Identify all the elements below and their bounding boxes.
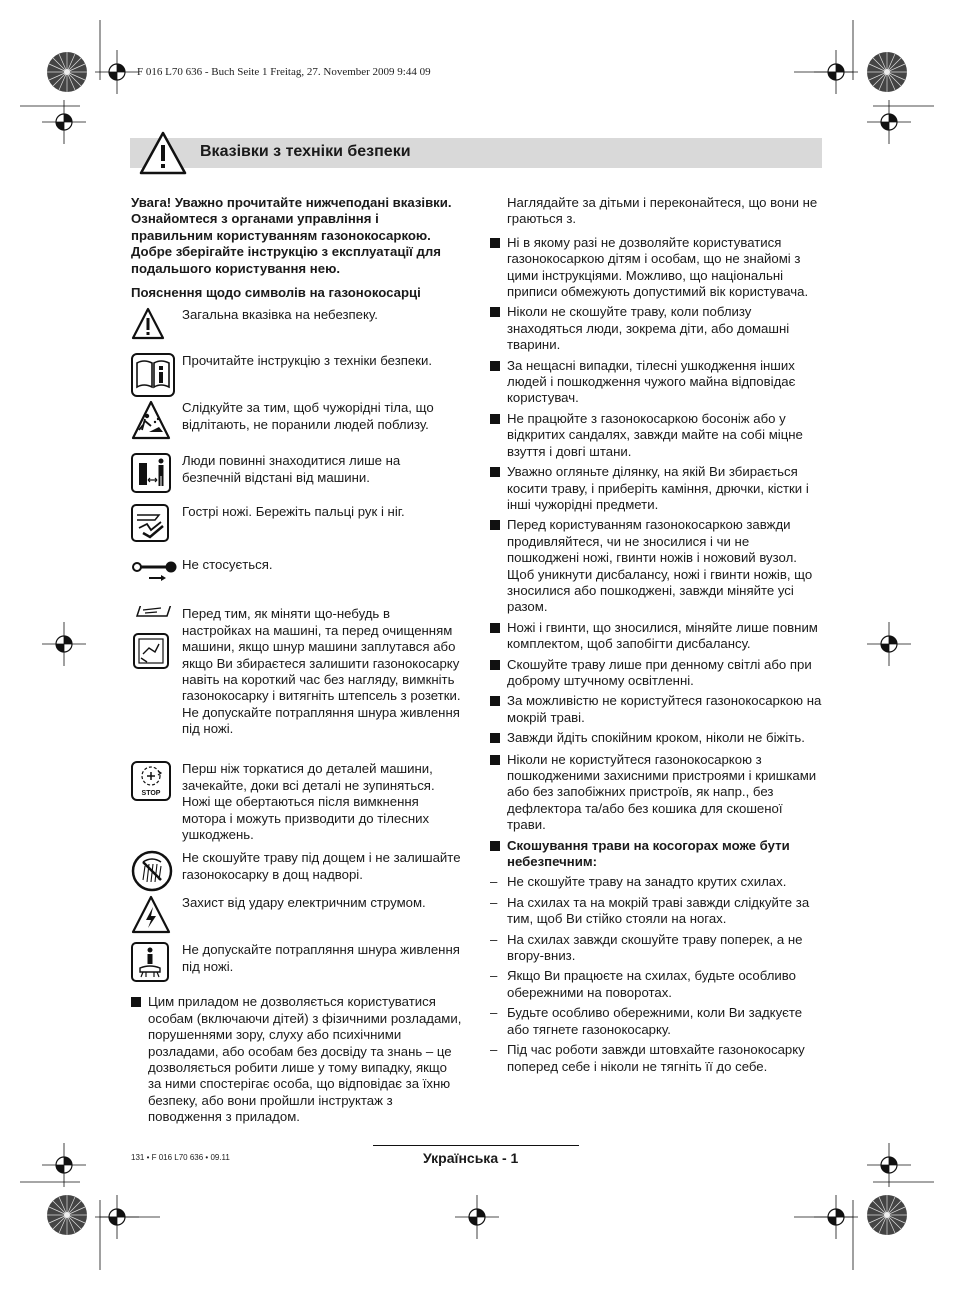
symbol-row [131, 895, 462, 942]
symbol-text: Загальна вказівка на небезпеку. [182, 307, 378, 323]
square-bullet-icon [490, 520, 500, 530]
bullet-item [490, 752, 822, 834]
dash-text: Якщо Ви працюєте на схилах, будьте особливо обережними на поворотах. [507, 968, 796, 1000]
symbol-row [131, 606, 462, 761]
no-rain-icon [131, 850, 173, 892]
square-bullet-icon [490, 361, 500, 371]
bullet-text: Ніколи не скошуйте траву, коли поблизу знаходяться люди, зокрема діти, або домашні тварини. [507, 304, 790, 353]
bullet-item [490, 411, 822, 460]
sharp-blades-icon [131, 504, 169, 542]
thrown-objects-icon [131, 400, 171, 442]
square-bullet-icon [490, 238, 500, 248]
slope-heading: Скошування трави на косогорах може бути небезпечним: [507, 837, 790, 870]
symbol-text: Не скошуйте траву під дощем і не залишайте газонокосарку в дощ надворі. [182, 850, 461, 882]
continuation-text: Наглядайте за дітьми і переконайтеся, що вони не граються з. [507, 195, 818, 227]
section-title: Вказівки з техніки безпеки [200, 143, 411, 160]
dash-item: – На схилах завжди скошуйте траву поперек, а не вгору-вниз. [490, 932, 822, 965]
bullet-text: Не працюйте з газонокосаркою босоніж або у відкритих сандалях, завжди майте на собі міцне взуття і довгі штани. [507, 410, 803, 459]
dash-text: На схилах та на мокрій траві завжди слідкуйте за тим, щоб Ви стійко стояли на ногах. [507, 894, 810, 927]
bullet-item [490, 517, 822, 615]
dash-text: Не скошуйте траву на занадто крутих схилах. [507, 874, 787, 890]
dash-item: – Якщо Ви працюєте на схилах, будьте особливо обережними на поворотах. [490, 968, 822, 1001]
stop-rotation-icon [131, 761, 171, 801]
electric-shock-icon [131, 895, 171, 935]
symbols-heading: Пояснення щодо символів на газонокосарці [131, 285, 421, 301]
square-bullet-icon [490, 733, 500, 743]
symbol-row [131, 353, 462, 400]
dash-text: Будьте особливо обережними, коли Ви задкуєте або тягнете газонокосарку. [507, 1005, 803, 1037]
symbol-text: Прочитайте інструкцію з техніки безпеки. [182, 353, 433, 369]
bullet-item [490, 620, 822, 653]
bullet-text: За нещасні випадки, тілесні ушкодження інших людей і пошкодження чужого майна відповідає користувач. [507, 357, 796, 406]
square-bullet-icon [490, 414, 500, 424]
bullet-text: Уважно огляньте ділянку, на якій Ви збирається косити траву, і приберіть каміння, дрючки, кістки і інші чужорідні предмети. [507, 464, 809, 512]
square-bullet-icon [490, 307, 500, 317]
symbol-row [131, 504, 462, 557]
bullet-text: Перед користуванням газонокосаркою завжди продивляйтеся, чи не зносилися і чи не пошкоджені ножі, гвинти ножів і ножовий вузол. Щоб уникнути дисбалансу, ножі і гвинти ножів, що зносилися або пошкоджені, завжди міняйте усі разом. [507, 517, 813, 615]
square-bullet-icon [131, 997, 141, 1007]
square-bullet-icon [490, 467, 500, 477]
symbol-row [131, 557, 462, 606]
symbol-text: Гострі ножі. Бережіть пальці рук і ніг. [182, 504, 405, 520]
footer-code: 131 • F 016 L70 636 • 09.11 [131, 1153, 230, 1162]
bullet-text: Ножі і гвинти, що зносилися, міняйте лише повним комплектом, щоб запобігти дисбалансу. [507, 619, 818, 652]
warning-triangle-icon [131, 307, 165, 341]
print-header-meta: F 016 L70 636 - Buch Seite 1 Freitag, 27. November 2009 9:44 09 [137, 66, 431, 78]
symbol-row [131, 453, 462, 504]
bullet-item [490, 304, 822, 353]
symbol-row [131, 400, 462, 453]
symbol-text: Перед тим, як міняти що-небудь в настройках на машині, та перед очищенням машини, якщо шнур машини заплутався або якщо Ви збираєтеся залишити газонокосарку навіть на короткий час без нагляду, вимкніть газонокосарку і витягніть штепсель з розетки. Не допускайте потрапляння шнура живлення під ножі. [182, 606, 461, 737]
unplug-icon [131, 606, 175, 670]
right-column [490, 195, 822, 1079]
square-bullet-icon [490, 660, 500, 670]
symbol-row [131, 307, 462, 353]
square-bullet-icon [490, 696, 500, 706]
bullet-item [490, 464, 822, 513]
symbol-row [131, 761, 462, 850]
square-bullet-icon [490, 841, 500, 851]
square-bullet-icon [490, 623, 500, 633]
symbol-text: Слідкуйте за тим, щоб чужорідні тіла, що відлітають, не поранили людей поблизу. [182, 400, 434, 432]
bullet-text: Скошуйте траву лише при денному світлі або при доброму штучному освітленні. [507, 656, 812, 688]
dash-item: – На схилах та на мокрій траві завжди слідкуйте за тим, щоб Ви стійко стояли на ногах. [490, 895, 822, 928]
bullet-text: Ні в якому разі не дозволяйте користуватися газонокосаркою дітям і особам, що не знайомі з цими інструкціями. Можливо, що національні приписи обмежують допустимий вік користувача. [507, 234, 809, 300]
left-column [131, 195, 462, 1130]
footer-rule [373, 1145, 579, 1146]
key-icon [131, 557, 179, 597]
symbol-text: Перш ніж торкатися до деталей машини, зачекайте, доки всі деталі не зупиняться. Ножі ще обертаються після вимкнення мотора і можуть призводити до тілесних ушкоджень. [182, 761, 435, 843]
dash-text: На схилах завжди скошуйте траву поперек, а не вгору-вниз. [507, 931, 803, 964]
bullet-item [131, 994, 462, 1125]
symbol-row [131, 942, 462, 994]
symbol-text: Захист від удару електричним струмом. [182, 895, 426, 911]
bullet-item [490, 657, 822, 690]
bullet-item [490, 730, 822, 747]
dash-item: – Не скошуйте траву на занадто крутих схилах. [490, 874, 822, 890]
bullet-text: Завжди йдіть спокійним кроком, ніколи не біжіть. [507, 730, 805, 746]
bullet-item [490, 358, 822, 407]
symbol-text: Люди повинні знаходитися лише на безпечній відстані від машини. [182, 453, 401, 485]
warning-triangle-icon [139, 131, 187, 175]
bullet-item [490, 693, 822, 726]
safe-distance-icon [131, 453, 171, 493]
bullet-text: Ніколи не користуйтеся газонокосаркою з пошкодженими захисними пристроями і кришками або без запобіжних пристроїв, як напр., без дефлектора та/або без кошика для скошеної трави. [507, 751, 817, 833]
symbol-row [131, 850, 462, 895]
slope-heading-item [490, 838, 822, 871]
bullet-text: Цим приладом не дозволяється користуватися особам (включаючи дітей) з фізичними розладами, порушеннями зору, слуху або психічними розладами, або особам без досвіду та знань – це дозволяється робити лише у тому випадку, якщо за ними спостерігає особа, що відповідає за їхню безпеку, або вони пройшли інструктаж з поводження з приладом. [148, 994, 462, 1125]
page-label: Українська - 1 [423, 1150, 519, 1166]
dash-text: Під час роботи завжди штовхайте газонокосарку поперед себе і ніколи не тягніть її до себе. [507, 1042, 805, 1074]
bullet-item [490, 235, 822, 301]
bullet-text: За можливістю не користуйтеся газонокосаркою на мокрій траві. [507, 693, 822, 725]
square-bullet-icon [490, 755, 500, 765]
dash-item: – Будьте особливо обережними, коли Ви задкуєте або тягнете газонокосарку. [490, 1005, 822, 1038]
cord-away-icon [131, 942, 169, 982]
symbol-text: Не стосується. [182, 557, 273, 573]
svg-text:STOP: STOP [141, 790, 161, 798]
intro-warning: Увага! Уважно прочитайте нижчеподані вказівки. Ознайомтеся з органами управління і правильним користуванням газонокосаркою. Добре зберігайте інструкцію з експлуатації для подальшого користування нею. [131, 195, 452, 276]
dash-item: – Під час роботи завжди штовхайте газонокосарку поперед себе і ніколи не тягніть її до себе. [490, 1042, 822, 1075]
symbol-text: Не допускайте потрапляння шнура живлення під ножі. [182, 942, 460, 974]
read-manual-icon [131, 353, 175, 397]
